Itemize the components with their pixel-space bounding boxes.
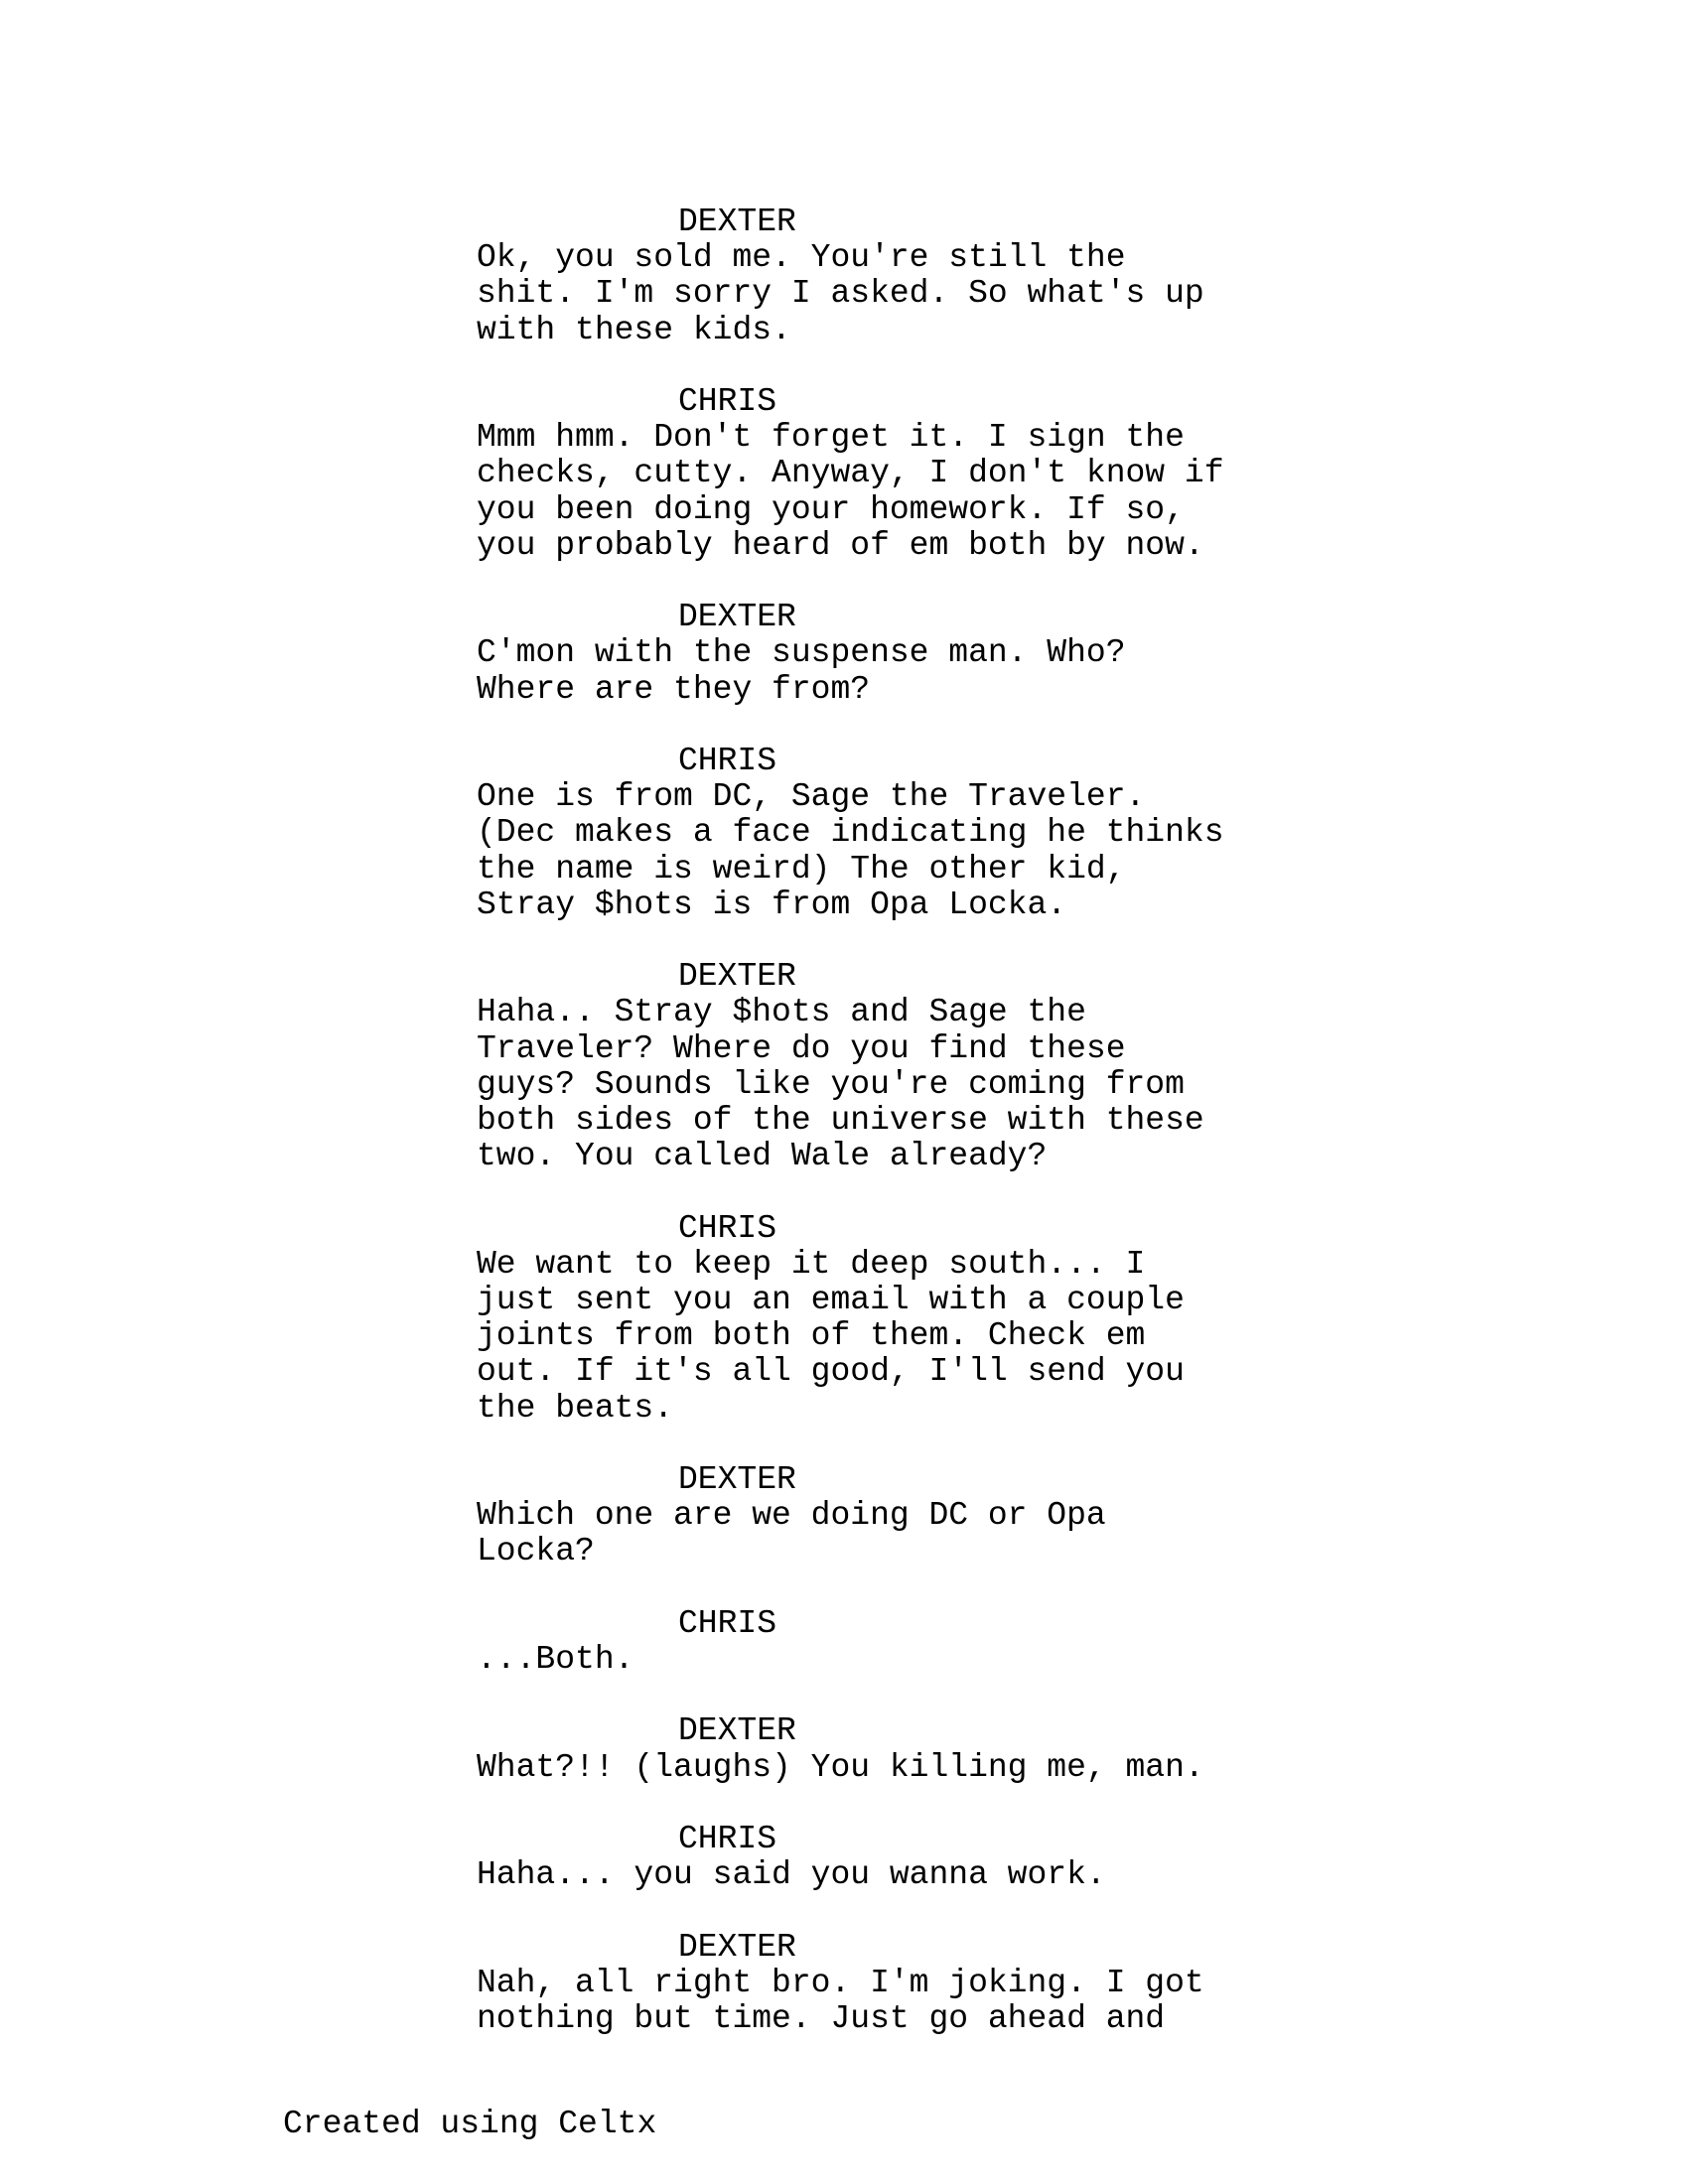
dialogue-block <box>477 600 1261 708</box>
dialogue-line: just sent you an email with a couple <box>477 1282 1185 1319</box>
character-name: CHRIS <box>678 743 777 779</box>
dialogue-line: What?!! (laughs) You killing me, man. <box>477 1748 1204 1786</box>
dialogue-block <box>477 1606 1261 1678</box>
character-name: DEXTER <box>678 204 796 240</box>
character-name: DEXTER <box>678 1712 796 1750</box>
character-name: DEXTER <box>678 958 796 996</box>
dialogue-line: Stray $hots is from Opa Locka. <box>477 886 1067 923</box>
character-name: CHRIS <box>678 1821 777 1857</box>
dialogue-line: Haha.. Stray $hots and Sage the <box>477 994 1086 1031</box>
dialogue-line: two. You called Wale already? <box>477 1138 1048 1175</box>
dialogue-line: Where are they from? <box>477 670 871 708</box>
dialogue-line: We want to keep it deep south... I <box>477 1245 1146 1283</box>
dialogue-line: the name is weird) The other kid, <box>477 850 1126 887</box>
dialogue-block <box>477 205 1261 348</box>
dialogue-line: guys? Sounds like you're coming from <box>477 1065 1185 1103</box>
dialogue-line: Which one are we doing DC or Opa <box>477 1497 1106 1535</box>
dialogue-line: ...Both. <box>477 1641 634 1679</box>
dialogue-line: joints from both of them. Check em <box>477 1317 1146 1355</box>
celtx-footer-text: Created using Celtx <box>283 2106 657 2142</box>
dialogue-block <box>477 1211 1261 1427</box>
dialogue-line: with these kids. <box>477 311 791 348</box>
dialogue-line: C'mon with the suspense man. Who? <box>477 634 1126 672</box>
dialogue-line: Traveler? Where do you find these <box>477 1029 1126 1067</box>
dialogue-block <box>477 744 1261 923</box>
dialogue-line: you probably heard of em both by now. <box>477 526 1204 564</box>
dialogue-block <box>477 1713 1261 1785</box>
dialogue-block <box>477 384 1261 564</box>
dialogue-line: (Dec makes a face indicating he thinks <box>477 814 1224 852</box>
dialogue-line: Nah, all right bro. I'm joking. I got <box>477 1964 1204 2001</box>
dialogue-block <box>477 1822 1261 1893</box>
dialogue-line: nothing but time. Just go ahead and <box>477 2000 1166 2037</box>
dialogue-line: Mmm hmm. Don't forget it. I sign the <box>477 419 1185 457</box>
dialogue-line: One is from DC, Sage the Traveler. <box>477 778 1146 816</box>
dialogue-line: checks, cutty. Anyway, I don't know if <box>477 455 1224 492</box>
dialogue-line: shit. I'm sorry I asked. So what's up <box>477 275 1204 313</box>
dialogue-line: the beats. <box>477 1389 674 1427</box>
character-name: CHRIS <box>678 383 777 420</box>
dialogue-line: you been doing your homework. If so, <box>477 490 1185 528</box>
dialogue-line: out. If it's all good, I'll send you <box>477 1353 1185 1391</box>
script-content <box>477 205 1261 2073</box>
dialogue-line: Haha... you said you wanna work. <box>477 1856 1106 1894</box>
character-name: DEXTER <box>678 1928 796 1966</box>
dialogue-block <box>477 1930 1261 2038</box>
character-name: CHRIS <box>678 1209 777 1247</box>
dialogue-block <box>477 959 1261 1174</box>
dialogue-line: Ok, you sold me. You're still the <box>477 239 1126 277</box>
dialogue-line: Locka? <box>477 1533 595 1570</box>
dialogue-block <box>477 1462 1261 1570</box>
character-name: CHRIS <box>678 1604 777 1642</box>
character-name: DEXTER <box>678 599 796 636</box>
dialogue-line: both sides of the universe with these <box>477 1102 1204 1140</box>
character-name: DEXTER <box>678 1461 796 1499</box>
